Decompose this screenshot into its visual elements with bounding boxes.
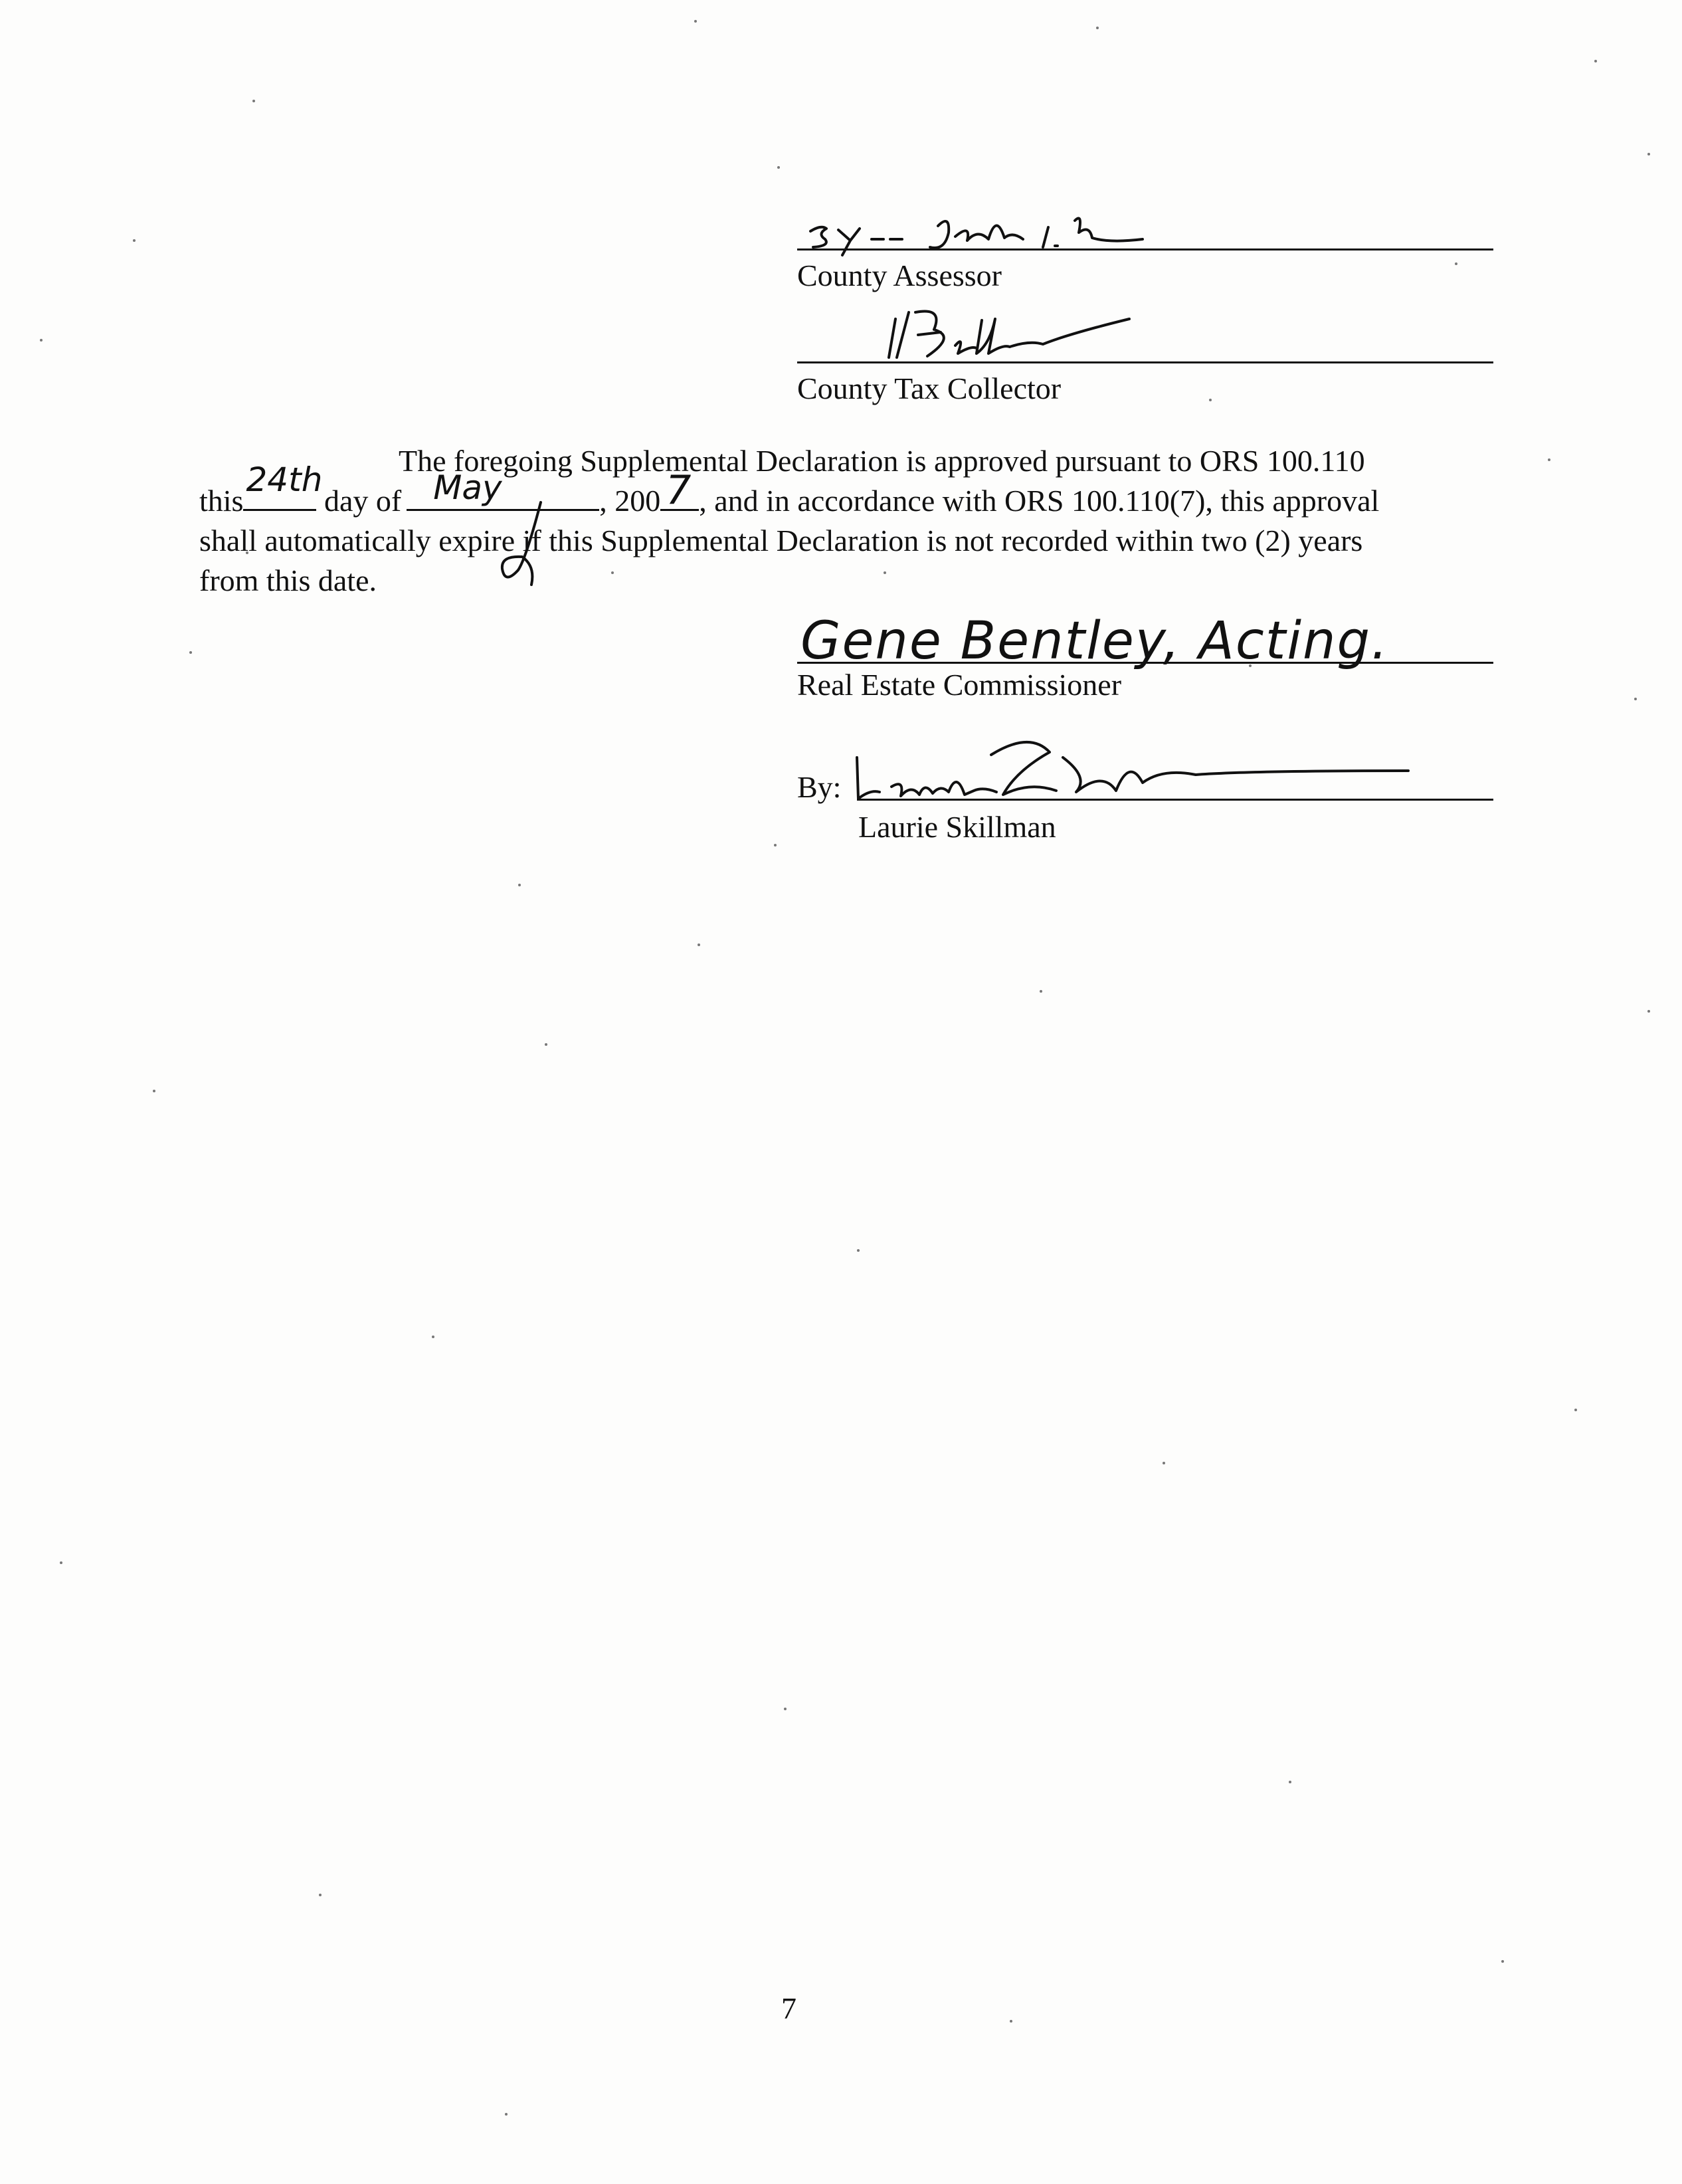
commissioner-title: Real Estate Commissioner (797, 668, 1122, 702)
scan-speck (857, 1249, 860, 1252)
scan-speck (133, 239, 136, 242)
month-handwritten: May (433, 468, 502, 507)
scan-speck (784, 1708, 787, 1710)
skillman-signature (850, 718, 1422, 811)
day-blank (243, 460, 323, 511)
approval-line-4: from this date. (199, 563, 377, 597)
commissioner-signature-line (797, 662, 1493, 664)
scan-speck (545, 1043, 547, 1046)
scan-speck (1574, 1409, 1577, 1411)
scan-speck (1501, 1960, 1504, 1963)
scan-speck (1548, 458, 1550, 461)
scan-speck (432, 1336, 434, 1338)
tax-collector-title: County Tax Collector (797, 371, 1062, 405)
year-handwritten: 7 (666, 467, 692, 514)
scan-speck (1594, 60, 1597, 62)
scan-speck (1634, 698, 1637, 700)
scan-speck (777, 166, 780, 169)
approval-line-2-rest: , and in accordance with ORS 100.110(7), this approval (699, 484, 1380, 518)
assessor-title: County Assessor (797, 258, 1002, 292)
scan-speck (1647, 153, 1650, 155)
initials-mark (485, 492, 565, 591)
approval-line-3: shall automatically expire if this Supplemental Declaration is not recorded within two (2) years (199, 524, 1363, 557)
commissioner-signature: Gene Bentley, Acting. (800, 611, 1389, 671)
scan-speck (505, 2113, 508, 2116)
scan-speck (1455, 262, 1457, 265)
scan-speck (1040, 990, 1042, 993)
scan-speck (60, 1561, 62, 1564)
scan-speck (189, 651, 192, 654)
assessor-signature-line (797, 248, 1493, 250)
scan-speck (774, 844, 777, 846)
scan-speck (153, 1090, 155, 1092)
scan-speck (698, 943, 700, 946)
tax-collector-signature (877, 300, 1169, 367)
by-signature-line (857, 799, 1493, 801)
page-number: 7 (781, 1991, 796, 2025)
scan-speck (518, 884, 521, 886)
this-label: this (199, 484, 244, 518)
scan-speck (694, 20, 697, 23)
year-prefix: , 200 (599, 484, 661, 518)
signer-name: Laurie Skillman (858, 810, 1056, 844)
by-label: By: (797, 770, 842, 804)
year-blank (660, 467, 699, 514)
scan-speck (252, 100, 255, 102)
scan-speck (1096, 27, 1099, 29)
scan-speck (1289, 1781, 1291, 1783)
scan-speck (319, 1894, 322, 1896)
scan-speck (40, 339, 43, 342)
approval-paragraph (199, 441, 1501, 607)
scan-speck (1209, 399, 1212, 401)
scan-speck (1010, 2020, 1012, 2023)
scan-speck (1647, 1010, 1650, 1013)
approval-line-1: The foregoing Supplemental Declaration is approved pursuant to ORS 100.110 (399, 444, 1365, 478)
day-handwritten: 24th (246, 460, 323, 499)
scan-speck (1163, 1462, 1165, 1464)
tax-collector-signature-line (797, 361, 1493, 363)
day-of-label: day of (324, 484, 402, 518)
